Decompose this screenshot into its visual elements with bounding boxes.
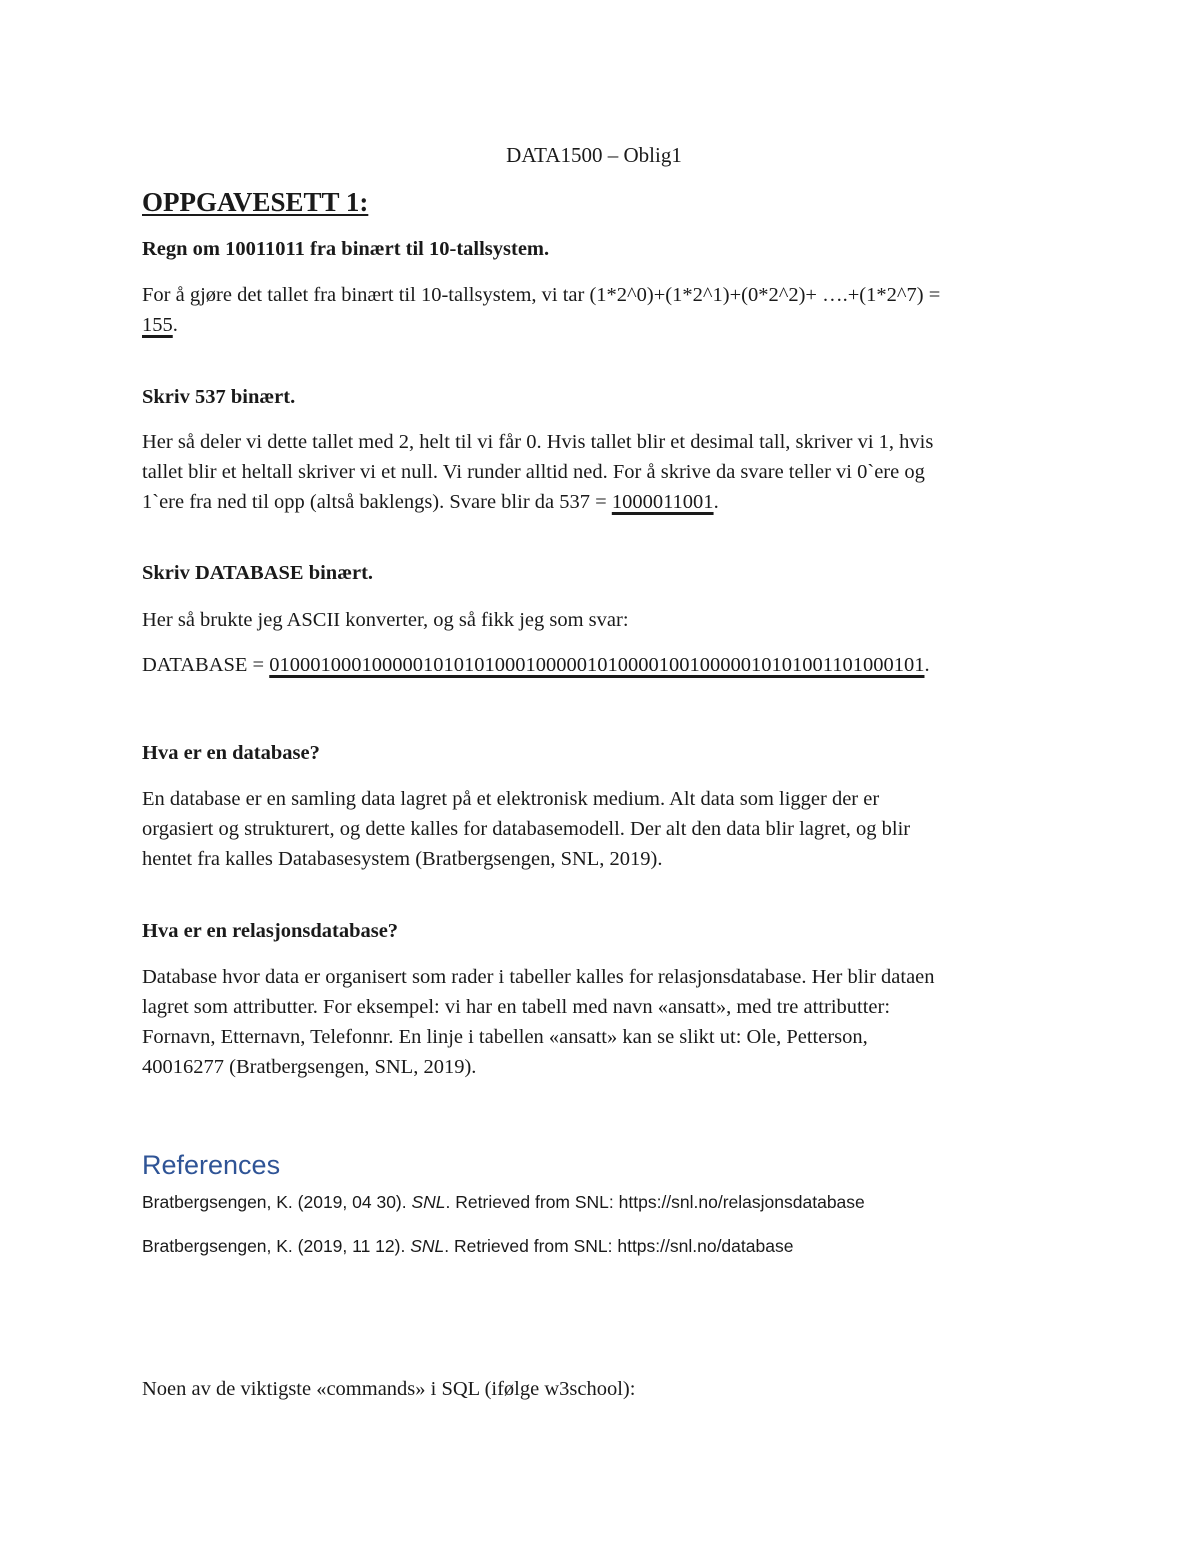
reference-text: . Retrieved from SNL: https://snl.no/relasjonsdatabase	[445, 1192, 865, 1212]
reference-item	[142, 1236, 793, 1257]
text-line: For å gjøre det tallet fra binært til 10-tallsystem, vi tar (1*2^0)+(1*2^1)+(0*2^2)+ ….+(1*2^7) =	[142, 284, 941, 306]
reference-source: SNL	[410, 1236, 445, 1256]
reference-text: Bratbergsengen, K. (2019, 04 30).	[142, 1192, 412, 1212]
closing-line: Noen av de viktigste «commands» i SQL (ifølge w3school):	[142, 1378, 636, 1400]
text-line: tallet blir et heltall skriver vi et null. Vi runder alltid ned. For å skrive da svare teller vi 0`ere og	[142, 461, 925, 483]
text-line: 40016277 (Bratbergsengen, SNL, 2019).	[142, 1056, 477, 1078]
answer-value: 0100010001000001010101000100000101000010010000010101001101000101	[269, 654, 925, 676]
question-2-answer-text	[142, 427, 1062, 517]
question-4-answer-text	[142, 784, 1062, 874]
text-line: hentet fra kalles Databasesystem (Bratbergsengen, SNL, 2019).	[142, 848, 663, 870]
text-line: Database hvor data er organisert som rader i tabeller kalles for relasjonsdatabase. Her blir dataen	[142, 966, 935, 988]
question-1-title: Regn om 10011011 fra binært til 10-tallsystem.	[142, 238, 550, 260]
reference-text: . Retrieved from SNL: https://snl.no/database	[444, 1236, 794, 1256]
text-line	[142, 487, 1062, 517]
punctuation: .	[172, 314, 178, 336]
question-4-title: Hva er en database?	[142, 742, 320, 764]
page-heading: OPPGAVESETT 1:	[142, 187, 369, 217]
text-line	[142, 650, 1142, 680]
text-line	[142, 310, 1062, 340]
text-line: Fornavn, Etternavn, Telefonnr. En linje i tabellen «ansatt» kan se slikt ut: Ole, Petterson,	[142, 1026, 868, 1048]
question-1-answer-text	[142, 280, 1062, 340]
text-line: orgasiert og strukturert, og dette kalles for databasemodell. Der alt den data blir lagret, og blir	[142, 818, 911, 840]
punctuation: .	[713, 491, 719, 513]
reference-item	[142, 1192, 865, 1213]
question-3-answer-text	[142, 605, 1142, 680]
punctuation: .	[924, 654, 930, 676]
answer-value: 155	[142, 314, 173, 336]
text-line: Her så deler vi dette tallet med 2, helt til vi får 0. Hvis tallet blir et desimal tall, skriver vi 1, hvis	[142, 431, 934, 453]
reference-text: Bratbergsengen, K. (2019, 11 12).	[142, 1236, 411, 1256]
text-line: En database er en samling data lagret på et elektronisk medium. Alt data som ligger der er	[142, 788, 880, 810]
text-line: lagret som attributter. For eksempel: vi har en tabell med navn «ansatt», med tre attributter:	[142, 996, 891, 1018]
question-3-title: Skriv DATABASE binært.	[142, 562, 374, 584]
reference-source: SNL	[411, 1192, 446, 1212]
references-heading: References	[142, 1150, 281, 1180]
document-header: DATA1500 – Oblig1	[506, 143, 682, 167]
answer-value: 1000011001	[611, 491, 714, 513]
text-line: Her så brukte jeg ASCII konverter, og så fikk jeg som svar:	[142, 609, 629, 631]
text-span: 1`ere fra ned til opp (altså baklengs). Svare blir da 537 =	[142, 491, 612, 513]
question-2-title: Skriv 537 binært.	[142, 386, 296, 408]
question-5-answer-text	[142, 962, 1062, 1082]
text-span: DATABASE =	[142, 654, 270, 676]
question-5-title: Hva er en relasjonsdatabase?	[142, 920, 399, 942]
